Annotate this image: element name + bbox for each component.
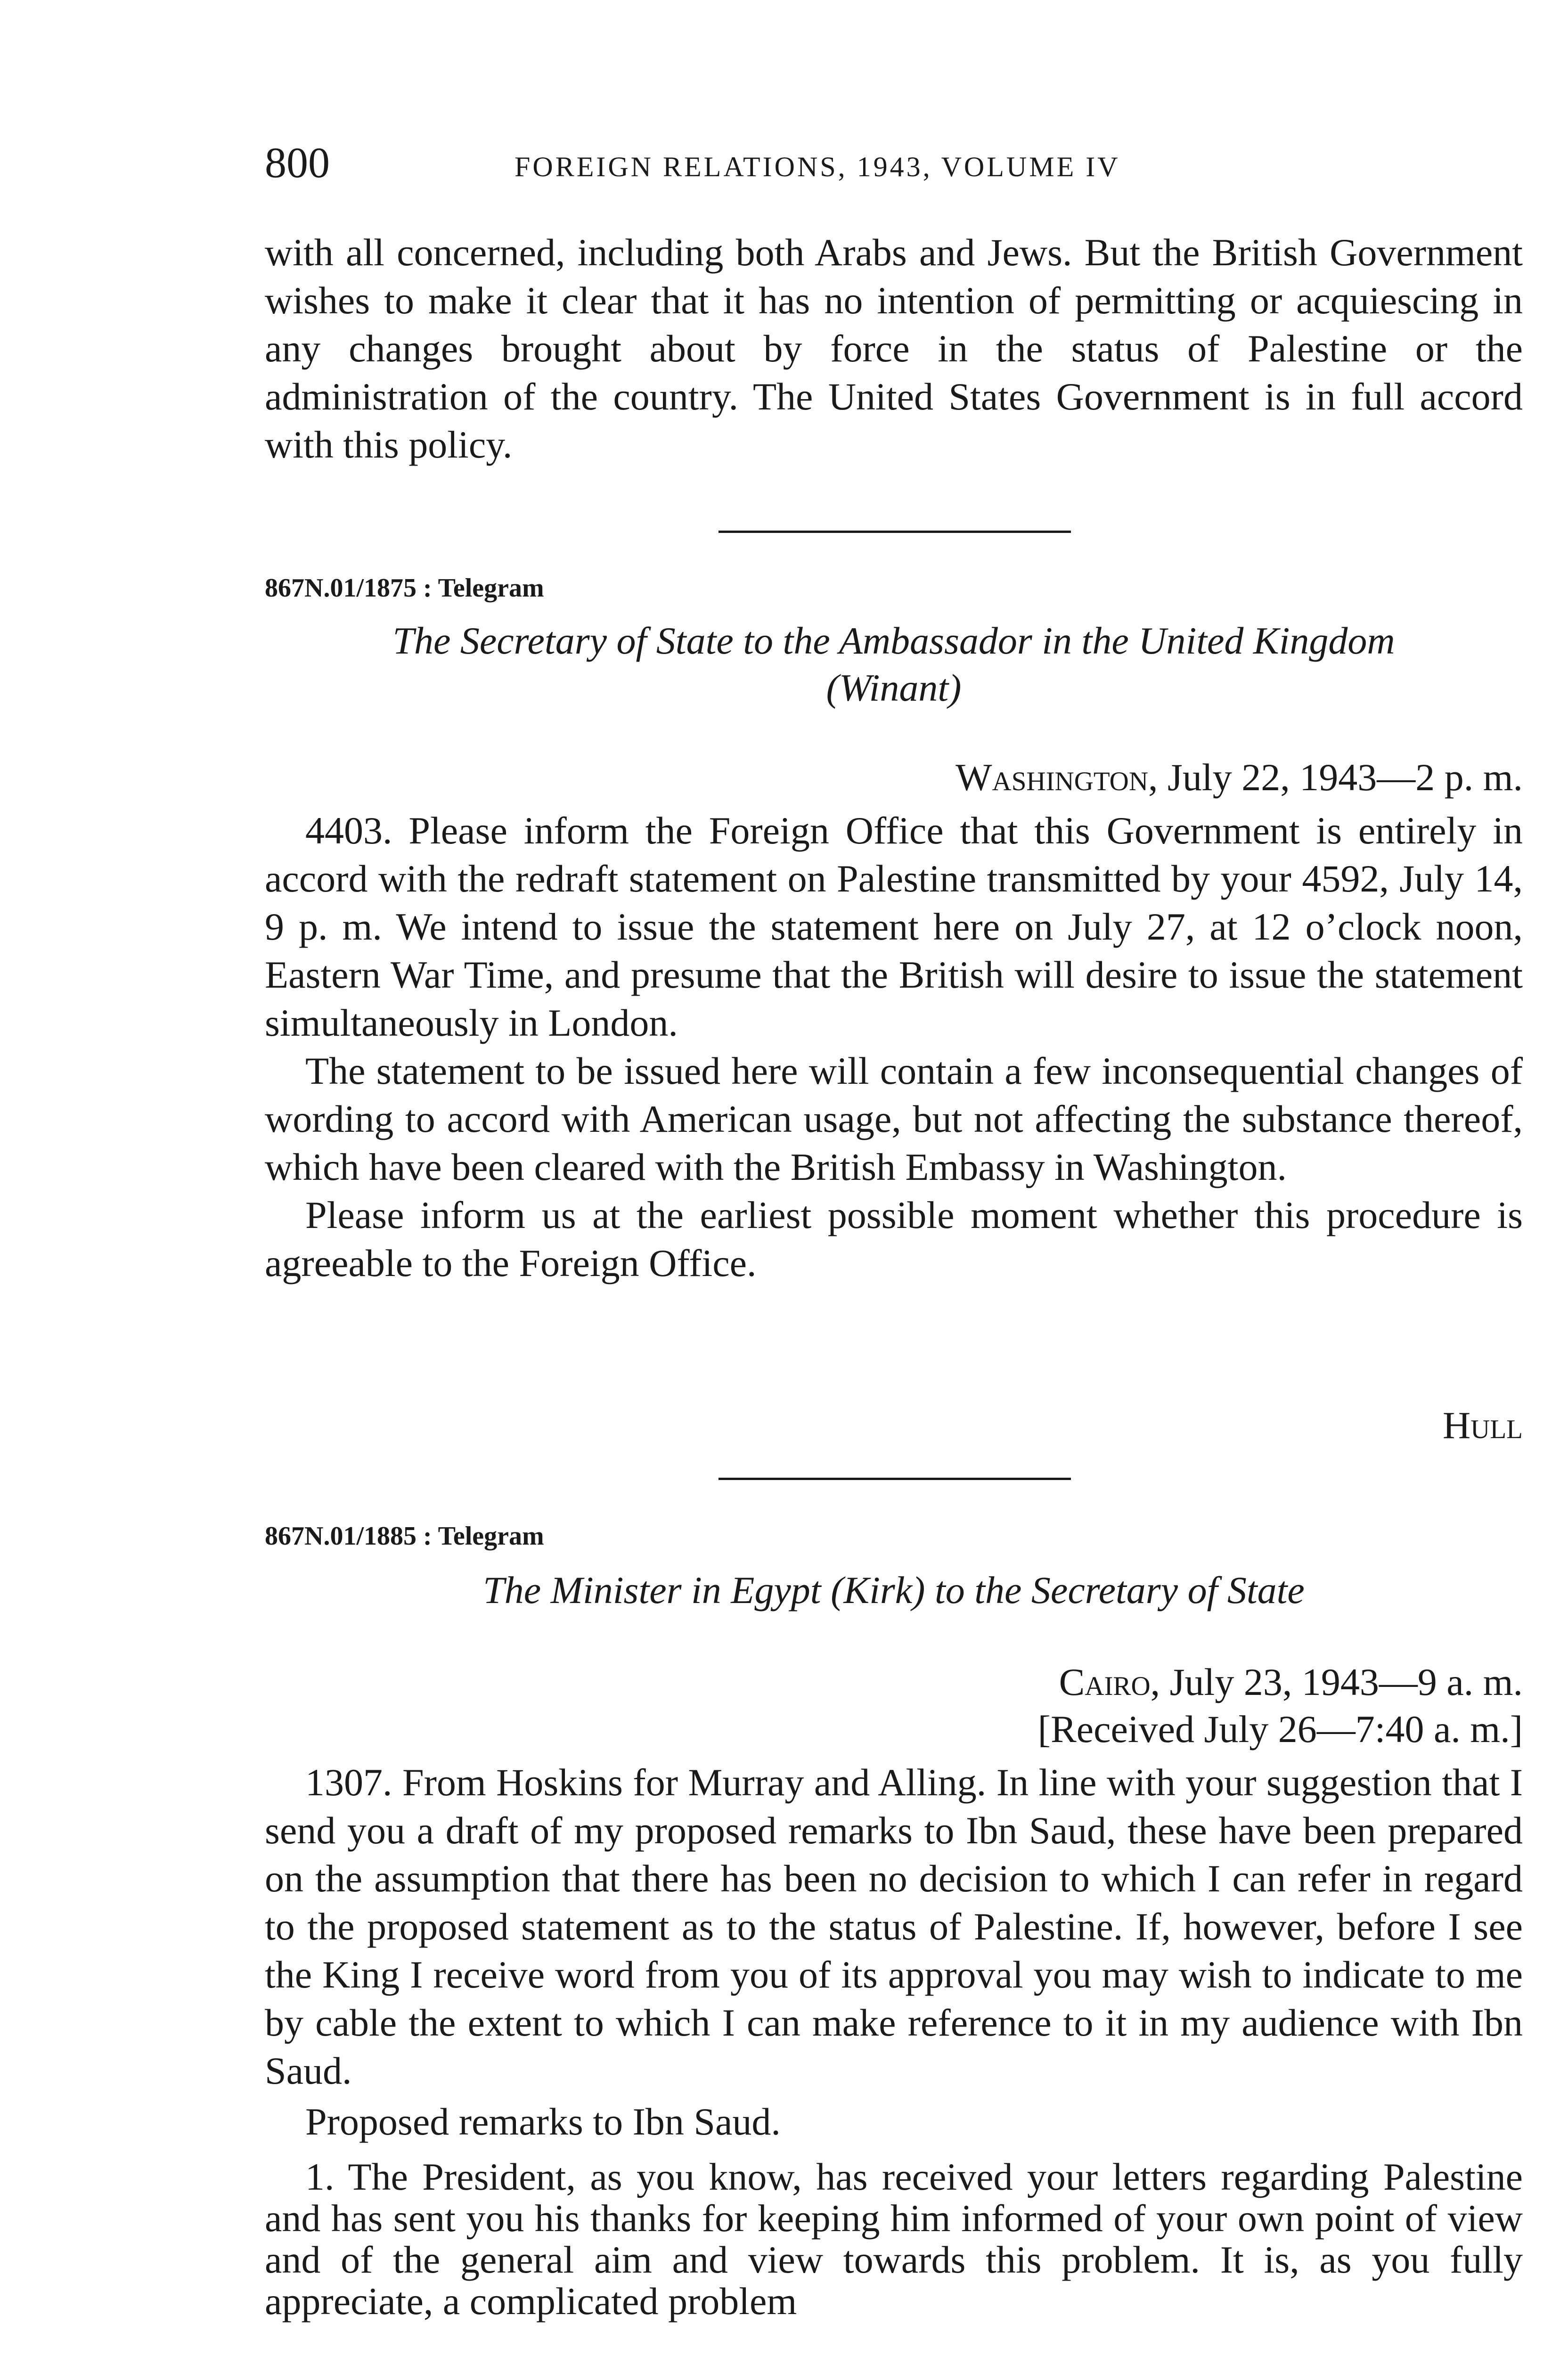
body-paragraph: 1307. From Hoskins for Murray and Alling. In line with your suggestion that I send you a draft of my proposed remarks to Ibn Saud, these have been prepared on the assumption that there has been no decision to which I can refer in regard to the proposed statement as to the status of Palestine. If, however, before I see the King I receive word from you of its approval you may wish to indicate to me by cable the extent to which I can make reference to it in my audience with Ibn Saud. bbox=[265, 1761, 1523, 2092]
signature: Hull bbox=[1442, 1404, 1523, 1447]
dateline-date: July 23, 1943—9 a. m. bbox=[1160, 1661, 1523, 1703]
continuation-paragraph-block bbox=[265, 229, 1523, 469]
body-paragraph: Please inform us at the earliest possible moment whether this procedure is agreeable to the Foreign Office. bbox=[265, 1194, 1523, 1284]
dateline-place: Washington, bbox=[956, 756, 1158, 799]
dateline bbox=[1059, 1659, 1523, 1706]
received-line: [Received July 26—7:40 a. m.] bbox=[1037, 1708, 1523, 1751]
page-number: 800 bbox=[265, 139, 330, 187]
body-paragraph: Proposed remarks to Ibn Saud. bbox=[305, 2100, 781, 2143]
continuation-paragraph: with all concerned, including both Arabs and Jews. But the British Government wishes to make it clear that it has no intention of permitting or acquiescing in any changes brought about by force in the status of Palestine or the administration of the country. The United States Government is in full accord with this policy. bbox=[265, 231, 1523, 466]
dateline-date: July 22, 1943—2 p. m. bbox=[1158, 756, 1523, 799]
section-divider bbox=[719, 1478, 1071, 1480]
file-reference: 867N.01/1885 : Telegram bbox=[265, 1522, 544, 1551]
running-head bbox=[265, 137, 1523, 188]
heading-line: The Secretary of State to the Ambassador in the United Kingdom bbox=[392, 619, 1395, 662]
heading-line: The Minister in Egypt (Kirk) to the Secretary of State bbox=[483, 1569, 1305, 1612]
body-paragraph: 1. The President, as you know, has received your letters regarding Palestine and has sent you his thanks for keeping him informed of your own point of view and of the general aim and view towards this problem. It is, as you fully appreciate, a complicated problem bbox=[265, 2155, 1523, 2323]
running-title: FOREIGN RELATIONS, 1943, VOLUME IV bbox=[514, 151, 1120, 182]
dateline bbox=[956, 754, 1523, 801]
telegram-body bbox=[265, 807, 1523, 1287]
telegram-body bbox=[265, 1759, 1523, 2322]
document-heading bbox=[265, 617, 1523, 712]
file-reference: 867N.01/1875 : Telegram bbox=[265, 573, 544, 603]
section-divider bbox=[719, 531, 1071, 533]
body-paragraph: 4403. Please inform the Foreign Office that this Government is entirely in accord with the redraft statement on Palestine transmitted by your 4592, July 14, 9 p. m. We intend to issue the statement here on July 27, at 12 o’clock noon, Eastern War Time, and presume that the British will desire to issue the statement simultaneously in London. bbox=[265, 809, 1523, 1044]
body-paragraph: The statement to be issued here will contain a few inconsequential changes of wording to accord with American usage, but not affecting the substance thereof, which have been cleared with the British Embassy in Washington. bbox=[265, 1049, 1523, 1188]
document-heading bbox=[265, 1567, 1523, 1614]
dateline-place: Cairo, bbox=[1059, 1661, 1160, 1703]
heading-line: (Winant) bbox=[826, 666, 962, 709]
